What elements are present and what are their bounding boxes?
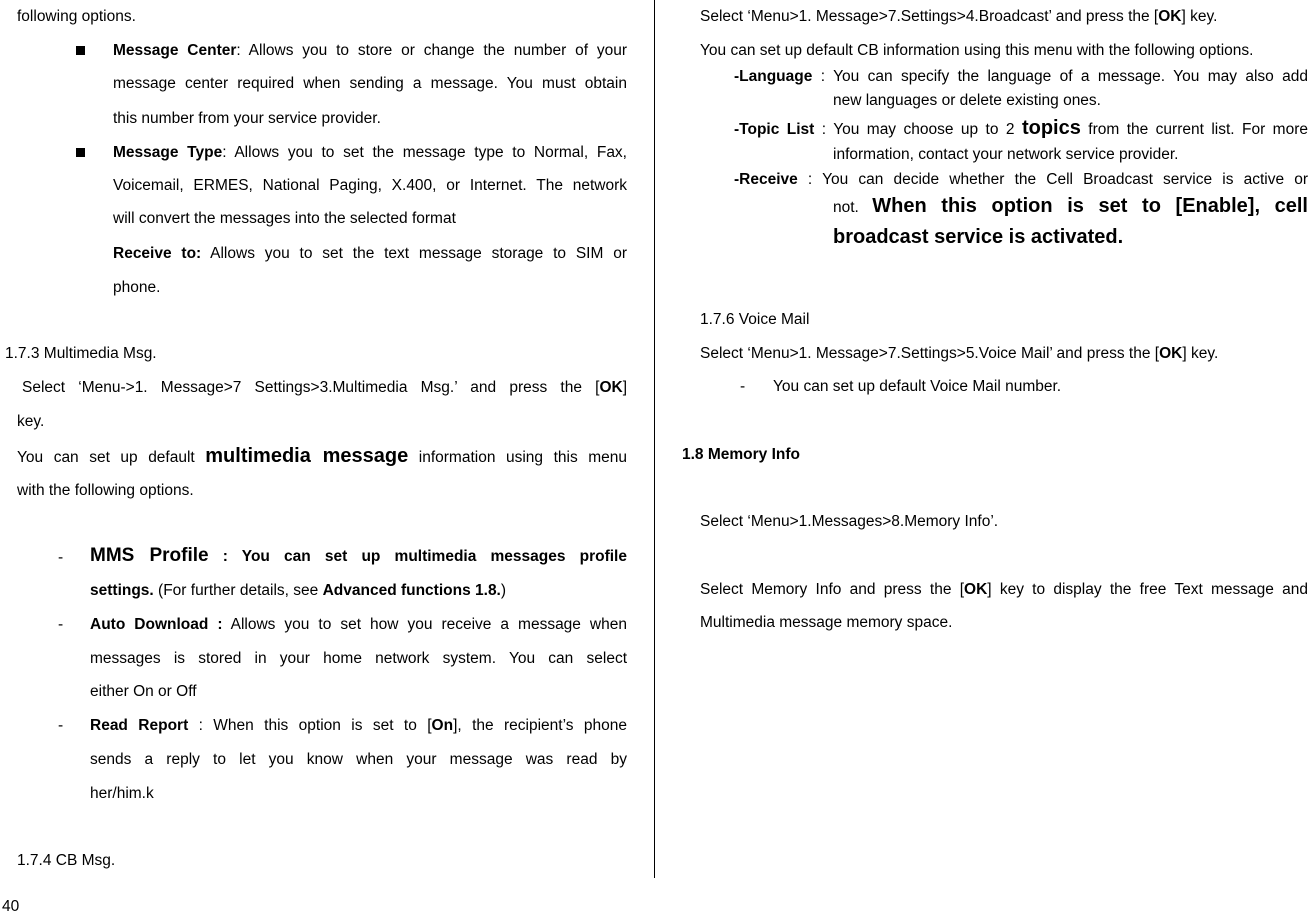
text-line: Select ‘Menu>1. Message>7.Settings>5.Voice Mail’ and press the [OK] key. xyxy=(700,345,1219,362)
text-line: Voicemail, ERMES, National Paging, X.400, or Internet. The network xyxy=(113,177,627,194)
column-divider xyxy=(654,0,655,878)
text-line: message center required when sending a message. You must obtain xyxy=(113,75,627,92)
dash-bullet: - xyxy=(58,717,64,734)
language-line: -Language : You can specify the language of a message. You may also add xyxy=(734,68,1308,85)
text-line: You can set up default CB information using this menu with the following options. xyxy=(700,42,1254,59)
text-line: You can set up default Voice Mail number. xyxy=(773,378,1062,395)
text-line: new languages or delete existing ones. xyxy=(833,92,1101,109)
section-heading: 1.7.3 Multimedia Msg. xyxy=(5,345,157,362)
receive-to-line: Receive to: Allows you to set the text message storage to SIM or xyxy=(113,245,627,262)
text-line: messages is stored in your home network system. You can select xyxy=(90,650,627,667)
text-line: following options. xyxy=(17,8,136,25)
bullet-square-icon xyxy=(76,148,85,157)
enable-line: not. When this option is set to [Enable], cell xyxy=(833,195,1308,217)
receive-line: -Receive : You can decide whether the Cell Broadcast service is active or xyxy=(734,171,1308,188)
read-report-line: Read Report : When this option is set to [On], the recipient’s phone xyxy=(90,717,627,734)
topic-list-line: -Topic List : You may choose up to 2 topics from the current list. For more xyxy=(734,117,1308,139)
set-up-line: You can set up default multimedia message information using this menu xyxy=(17,445,627,467)
section-heading: 1.8 Memory Info xyxy=(682,446,800,463)
page-number: 40 xyxy=(2,898,20,915)
dash-bullet: - xyxy=(58,549,64,566)
text-line: broadcast service is activated. xyxy=(833,226,1124,248)
text-line: Multimedia message memory space. xyxy=(700,614,953,631)
text-line: Select ‘Menu>1. Message>7.Settings>4.Broadcast’ and press the [OK] key. xyxy=(700,8,1218,25)
text-line: settings. (For further details, see Advanced functions 1.8.) xyxy=(90,582,507,599)
memory-info-line: Select Memory Info and press the [OK] key to display the free Text message and xyxy=(700,581,1308,598)
bullet-square-icon xyxy=(76,46,85,55)
text-line: will convert the messages into the selected format xyxy=(113,210,456,227)
text-line: her/him.k xyxy=(90,785,154,802)
text-line: phone. xyxy=(113,279,161,296)
mms-profile-line: MMS Profile : You can set up multimedia messages profile xyxy=(90,545,627,566)
text-line: either On or Off xyxy=(90,683,197,700)
select-menu-line: Select ‘Menu->1. Message>7 Settings>3.Multimedia Msg.’ and press the [OK] xyxy=(22,379,627,396)
message-type-line: Message Type: Allows you to set the message type to Normal, Fax, xyxy=(113,144,627,161)
text-line: sends a reply to let you know when your message was read by xyxy=(90,751,627,768)
text-line: Select ‘Menu>1.Messages>8.Memory Info’. xyxy=(700,513,999,530)
text-line: information, contact your network service provider. xyxy=(833,146,1179,163)
dash-bullet: - xyxy=(740,378,746,395)
text-line: key. xyxy=(17,413,45,430)
text-line: this number from your service provider. xyxy=(113,110,381,127)
section-heading: 1.7.6 Voice Mail xyxy=(700,311,810,328)
auto-download-line: Auto Download : Allows you to set how you receive a message when xyxy=(90,616,627,633)
text-line: with the following options. xyxy=(17,482,194,499)
section-heading: 1.7.4 CB Msg. xyxy=(17,852,116,869)
message-center-line: Message Center: Allows you to store or change the number of your xyxy=(113,42,628,59)
dash-bullet: - xyxy=(58,616,64,633)
